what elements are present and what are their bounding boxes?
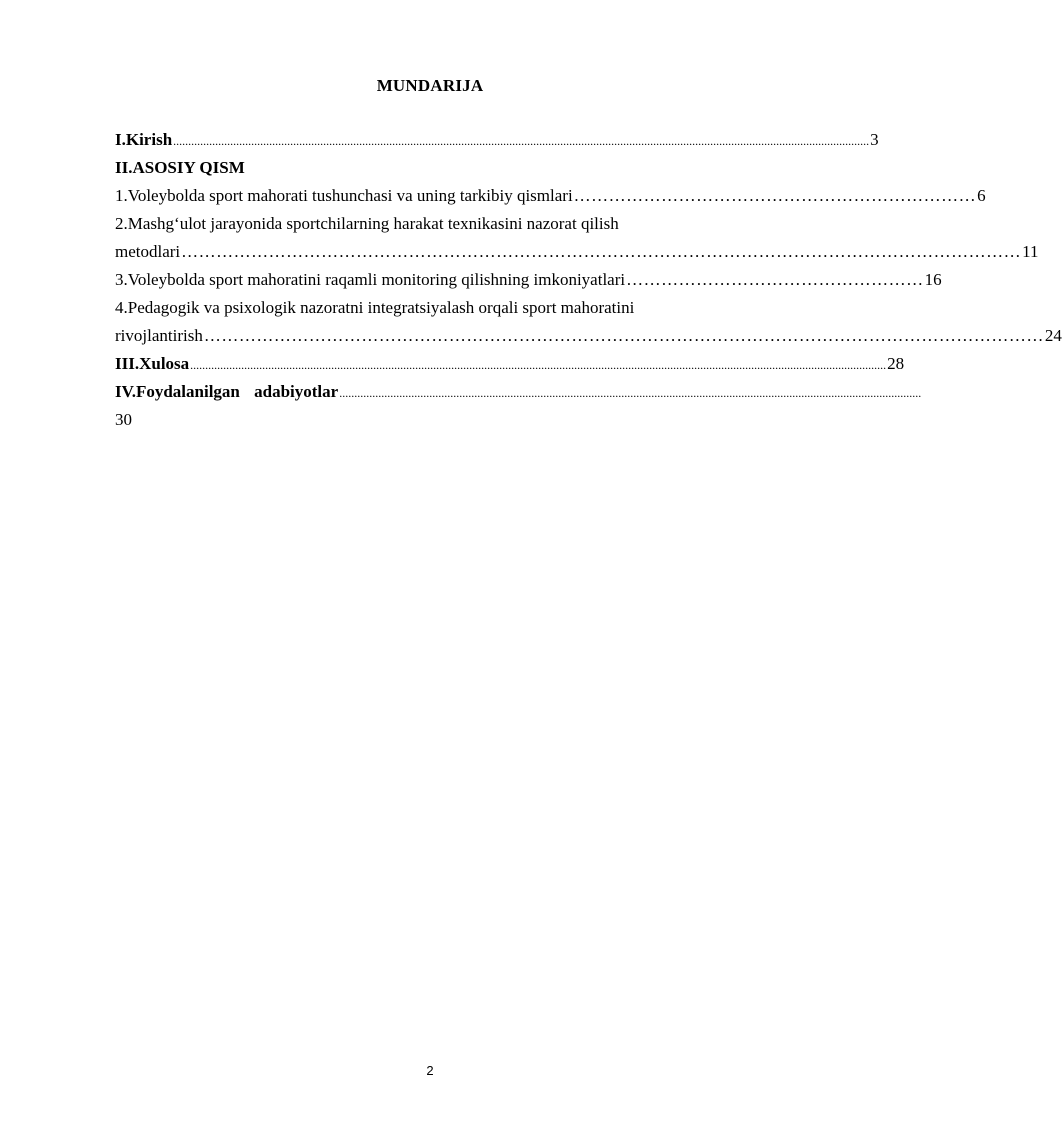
dot-leader: ……………………………………………: [626, 270, 924, 289]
toc-entry-label: 4.Pedagogik va psixologik nazoratni integratsiyalash orqali sport mahoratini: [115, 298, 635, 317]
toc-entry-label-continued: rivojlantirish: [115, 326, 203, 345]
toc-entry-4-line2: [115, 322, 1062, 350]
toc-entry-page: 24: [1044, 326, 1062, 345]
toc-entry-4-line1: [115, 294, 742, 322]
toc-entry-2-line1: [115, 210, 742, 238]
toc-entry-page: 3: [870, 130, 879, 149]
table-of-contents: [115, 126, 1062, 434]
toc-entry-adabiyotlar: [115, 378, 922, 406]
toc-entry-xulosa: [115, 350, 905, 378]
dot-leader: ........................................................................................................................................................................................................................................: [190, 358, 887, 372]
page-title: MUNDARIJA: [376, 76, 484, 95]
toc-entry-2-line2: [115, 238, 1039, 266]
toc-entry-adabiyotlar-page-line: [115, 406, 742, 434]
toc-entry-label: III.Xulosa: [115, 354, 190, 373]
toc-section-heading: [115, 154, 742, 182]
dot-leader: ………………………………………………………………………………………………………………………………: [181, 242, 1022, 261]
toc-entry-label: 1.Voleybolda sport mahorati tushunchasi va uning tarkibiy qismlari: [115, 186, 573, 205]
dot-leader: ........................................................................................................................................................................................................................................: [173, 134, 870, 148]
toc-entry-label: IV.Foydalanilgan adabiyotlar: [115, 382, 339, 401]
toc-entry-label: II.ASOSIY QISM: [115, 158, 245, 177]
toc-entry-label: I.Kirish: [115, 130, 173, 149]
page-number: 2: [426, 1063, 434, 1078]
dot-leader: ……………………………………………………………: [573, 186, 977, 205]
toc-entry-kirish: [115, 126, 879, 154]
toc-entry-1: [115, 182, 986, 210]
toc-entry-page: 28: [887, 354, 905, 373]
toc-entry-page: 30: [115, 410, 132, 429]
toc-entry-page: 16: [924, 270, 942, 289]
toc-entry-page: 11: [1022, 242, 1039, 261]
toc-entry-label: 3.Voleybolda sport mahoratini raqamli monitoring qilishning imkoniyatlari: [115, 270, 626, 289]
toc-entry-page: 6: [977, 186, 986, 205]
toc-entry-label: 2.Mashg‘ulot jarayonida sportchilarning harakat texnikasini nazorat qilish: [115, 214, 619, 233]
dot-leader: ..................................................................................................................................................................................................: [339, 386, 922, 400]
toc-entry-3: [115, 266, 942, 294]
toc-entry-label-continued: metodlari: [115, 242, 181, 261]
dot-leader: ………………………………………………………………………………………………………………………………: [203, 326, 1044, 345]
